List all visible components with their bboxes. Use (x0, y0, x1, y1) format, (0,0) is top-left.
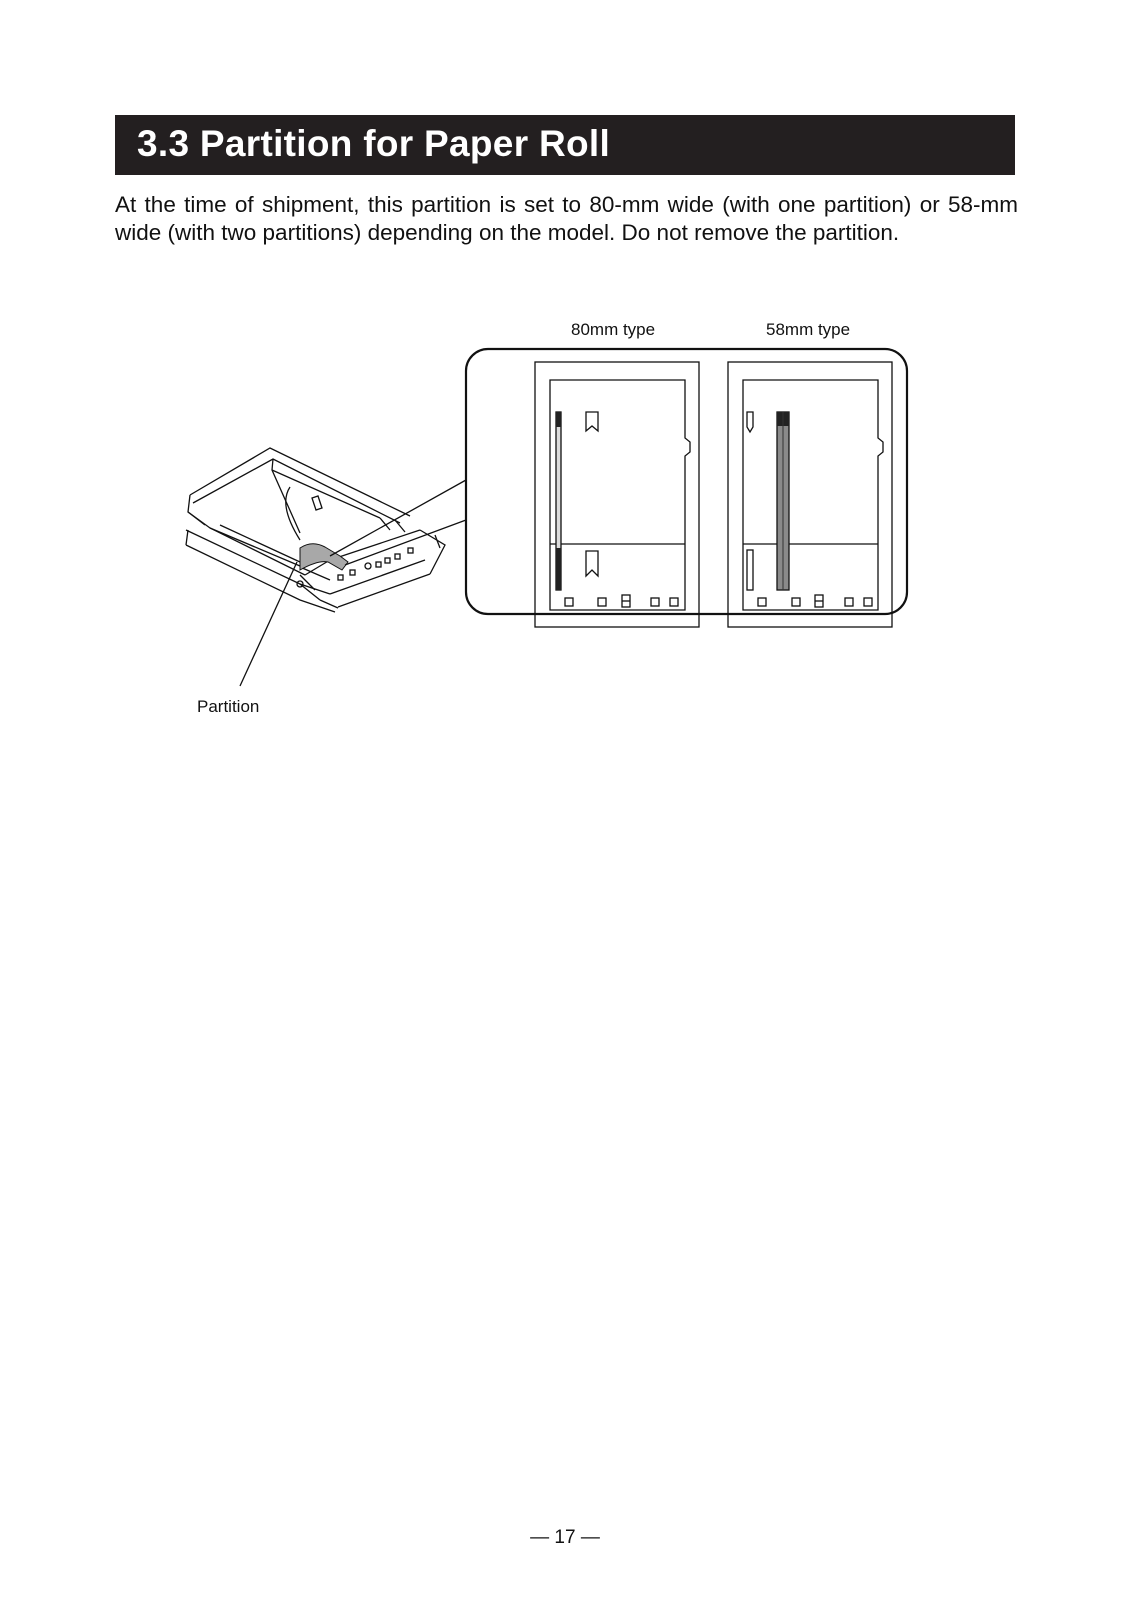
panel-80mm (535, 362, 699, 627)
page-number: — 17 — (530, 1527, 600, 1548)
zoom-frame (466, 349, 907, 614)
printer-overview-drawing (186, 448, 466, 686)
panel-58mm (728, 362, 892, 627)
label-partition: Partition (197, 697, 260, 716)
paper-roll-partition-figure (180, 345, 940, 705)
label-80mm-type: 80mm type (571, 320, 656, 339)
label-58mm-type: 58mm type (766, 320, 851, 339)
section-title: 3.3 Partition for Paper Roll (137, 123, 611, 164)
intro-paragraph: At the time of shipment, this partition is set to 80-mm wide (with one partition) or 58-mm wide (with two partitions) depending on the model. Do not remove the partition. (115, 192, 1018, 245)
section-title-bar (115, 115, 1015, 175)
